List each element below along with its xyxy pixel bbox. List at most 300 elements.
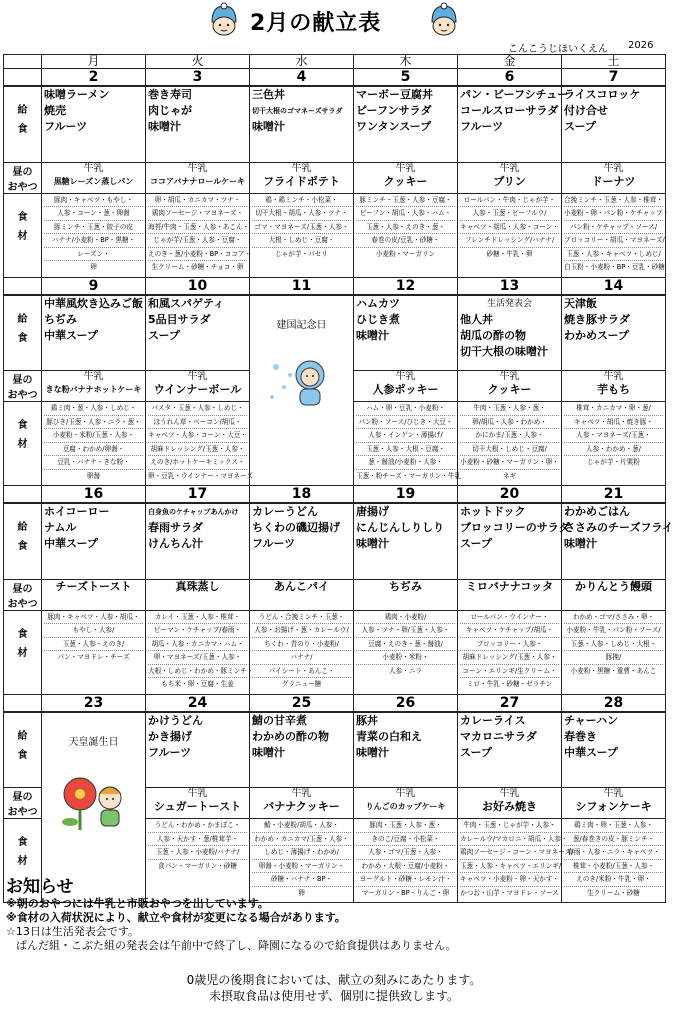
ingredient-line: 豚肉・キャベツ・人参・胡瓜・ <box>44 611 143 625</box>
menu-table <box>3 54 673 903</box>
snack-cell <box>42 162 146 193</box>
ingredient-line: 砂糖・バナナ・BP・ <box>252 873 351 887</box>
label-char: おやつ <box>7 181 38 193</box>
ingredient-line: 鶏肉・小麦粉/ <box>356 611 455 625</box>
milk-label: 牛乳 <box>83 162 104 174</box>
snack-cell <box>250 788 354 819</box>
lunch-dish: ブロッコリーのサラダ <box>460 521 570 534</box>
label-char: おやつ <box>7 807 38 818</box>
ingredients-label <box>4 402 42 486</box>
label-char: 食 <box>17 628 28 640</box>
lunch-dish: わかめの酢の物 <box>252 729 329 743</box>
ingredient-line: ピーマン・ケチャップ/春雨・ <box>148 624 247 638</box>
ingredient-line: じゃが芋・パセリ <box>275 249 328 258</box>
date-cell: 12 <box>354 277 458 295</box>
ingredient-line: えのき/米粉・牛乳・卵・ <box>564 873 663 887</box>
date-cell: 28 <box>562 694 666 712</box>
snack-item: ドーナツ <box>591 174 636 188</box>
label-char: 昼の <box>12 166 33 178</box>
label-char: おやつ <box>7 390 38 401</box>
date-cell: 10 <box>146 277 250 295</box>
lunch-cell <box>42 503 146 579</box>
ingredient-line: じゃが芋/玉葱・人参・豆腐・ <box>148 234 247 248</box>
snow-child-illustration <box>262 347 342 417</box>
milk-label: 牛乳 <box>83 371 104 382</box>
ingredients-label <box>4 610 42 694</box>
label-char: 昼の <box>12 375 33 386</box>
ingredient-line: 人参・コーン・葱・卵醤 <box>44 207 143 221</box>
ingredient-line: 葱/春巻きの皮・豚ミンチ・ <box>564 833 663 847</box>
ingredient-line: うどん・わかめ・かまぼこ・ <box>148 819 247 833</box>
lunch-dish: 中華風炊き込みご飯 <box>44 296 143 310</box>
ingredient-line: 卵/胡瓜・人参・わかめ・ <box>460 416 559 430</box>
snack-item: クッキー <box>487 383 532 396</box>
lunch-label <box>4 295 42 371</box>
date-cell: 19 <box>354 486 458 504</box>
ingredient-line: 春巻の皮/豆乳・砂糖・ <box>356 234 455 248</box>
snack-item: 芋もち <box>597 383 630 396</box>
lunch-dish: スープ <box>460 537 492 550</box>
ingredients-cell <box>146 402 253 486</box>
date-cell: 16 <box>42 486 146 504</box>
lunch-dish: ささみのチーズフライ <box>564 521 673 534</box>
snack-item: 黒糖レーズン蒸しパン <box>53 176 134 186</box>
date-cell: 18 <box>250 486 354 504</box>
lunch-dish: わかめごはん <box>564 505 630 518</box>
snack-cell <box>354 371 458 402</box>
snack-cell <box>146 162 250 193</box>
milk-label: 牛乳 <box>187 162 208 174</box>
ingredient-line: 小麦粉・黒糖・重曹・あんこ <box>570 666 657 675</box>
milk-label: 牛乳 <box>395 371 416 382</box>
ingredient-line: 海苔/牛肉・玉葱・人参・あこん・ <box>148 221 247 235</box>
lunch-dish: 中華スープ <box>564 745 618 759</box>
ingredient-line: 人参・インゲン・薄揚げ/ <box>356 429 455 443</box>
snack-item: かりんとう饅頭 <box>575 579 652 593</box>
ingredient-line: ブロッコリー・胡瓜・マヨネーズ/ <box>564 234 663 248</box>
event-note: 生活発表会 <box>486 298 532 309</box>
ingredients-cell <box>562 610 666 694</box>
lunch-dish: マーボー豆腐丼 <box>356 88 433 101</box>
label-char: 給 <box>17 105 28 116</box>
ingredient-line: 玉葱・粉チーズ・マーガリン・牛乳 <box>356 471 462 480</box>
label-char: 昼の <box>12 583 33 595</box>
ingredient-line: しめじ・薄揚げ・わかめ/ <box>252 846 351 860</box>
ingredient-line: 小麦粉・砂糖・マーガリン・卵・ <box>460 456 559 470</box>
snack-item: りんごのカップケーキ <box>365 802 446 811</box>
lunch-cell <box>250 86 354 162</box>
year: 2026 <box>628 40 654 51</box>
ingredient-line: かにかま/玉葱・人参・ <box>460 429 559 443</box>
ingredient-line: 砂糖・牛乳・卵 <box>486 249 533 258</box>
lunch-dish: フルーツ <box>148 745 192 759</box>
ingredient-line: ゴマ・マヨネーズ/玉葱・人参・ <box>252 221 351 235</box>
date-cell: 26 <box>354 694 458 712</box>
ingredient-line: 玉葱・人参・キャベツ・しめじ/ <box>564 248 663 262</box>
snack-item: 真珠蒸し <box>175 579 220 593</box>
milk-label: 牛乳 <box>395 788 416 799</box>
lunch-dish: 白身魚のケチャップあんかけ <box>148 508 239 516</box>
label-char: 材 <box>17 647 28 659</box>
weekday-header: 金 <box>458 55 562 69</box>
snack-cell <box>146 579 250 610</box>
ingredients-cell <box>250 193 354 277</box>
ingredient-line: 人参・ツナ・卵/玉葱・人参・ <box>356 624 455 638</box>
lunch-dish: ひじき煮 <box>356 312 400 326</box>
lunch-dish: フルーツ <box>460 120 504 133</box>
date-cell: 27 <box>458 694 562 712</box>
lunch-dish: けんちん汁 <box>148 537 203 550</box>
date-cell: 6 <box>458 69 562 87</box>
ingredient-line: 玉葱・人参・キャベツ・エリンギ/ <box>460 860 559 874</box>
ingredient-line: 生クリーム・砂糖・チョコ・卵 <box>151 263 244 272</box>
lunch-dish: ホットドック <box>460 505 526 518</box>
lunch-dish: 天津飯 <box>564 296 597 310</box>
ingredient-line: マーガリン・BP・りんご・卵 <box>361 888 450 897</box>
ingredient-line: 豆腐・わかめ/卵醤・ <box>44 443 143 457</box>
notice-line: ぱんだ組・こぶた組の発表会は午前中で終了し、降園になるので給食提供はありません。 <box>16 939 457 952</box>
ingredient-line: レーズン・ <box>44 248 143 262</box>
snack-cell <box>354 162 458 193</box>
ingredient-line: 豚挽/ <box>564 651 663 665</box>
lunch-dish: 味噌汁 <box>148 120 181 133</box>
snack-cell <box>458 371 562 402</box>
ingredient-line: 小麦粉・卵・パン粉・ケチャップ・ <box>564 207 663 221</box>
label-char: 給 <box>17 313 28 325</box>
ingredient-line: パスタ・玉葱・人参・しめじ・ <box>148 402 247 416</box>
ingredient-line: 椎茸・小麦粉/玉葱・人参・ <box>564 860 663 874</box>
label-char: 材 <box>17 230 28 242</box>
ingredient-line: 卵醤 <box>86 471 101 480</box>
notices <box>6 872 606 953</box>
snack-item: チーズトースト <box>55 579 132 593</box>
lunch-dish: カレーライス <box>460 713 526 727</box>
ingredient-line: 人参・わかめ・葱/ <box>564 443 663 457</box>
ingredients-cell <box>458 193 562 277</box>
ingredient-line: わかめ・大根・豆腐/小麦粉・ <box>356 860 455 874</box>
milk-label: 牛乳 <box>187 788 208 799</box>
ingredient-line: 鶏肉ソーセージ・コーン・マヨネーズ/ <box>460 846 559 860</box>
ingredients-cell <box>42 402 146 486</box>
date-cell: 24 <box>146 694 250 712</box>
snow-child-icon <box>424 2 464 38</box>
milk-label: 牛乳 <box>291 162 312 174</box>
corner-cell <box>4 277 42 295</box>
notices-title: お知らせ <box>6 877 74 897</box>
ingredient-line: 卵・豆乳・ウインナー・マヨネーズ <box>148 471 253 480</box>
ingredient-line: 人参・マヨネーズ/玉葱・ <box>564 429 663 443</box>
lunch-cell <box>562 712 666 788</box>
lunch-cell <box>146 295 250 371</box>
lunch-dish: 中華スープ <box>44 537 98 550</box>
lunch-cell <box>42 86 146 162</box>
ingredient-line: 切干大根・しめじ・豆腐/ <box>460 443 559 457</box>
lunch-cell <box>562 503 673 579</box>
ingredient-line: 玉葱・人参・大根・豆腐・ <box>356 443 455 457</box>
ingredients-cell <box>146 193 250 277</box>
lunch-dish: かき揚げ <box>148 729 192 743</box>
label-char: 給 <box>17 522 28 533</box>
ingredient-line: 小麦粉・米粉・ <box>356 651 455 665</box>
ingredient-line: キャベツ・小麦粉・卵・天かす・ <box>460 873 559 887</box>
holiday-cell <box>250 295 354 486</box>
lunch-label <box>4 503 42 579</box>
milk-label: 牛乳 <box>499 162 520 174</box>
ingredient-line: パイシート・あんこ・ <box>252 665 351 679</box>
ingredient-line: 生クリーム・砂糖 <box>587 888 640 897</box>
label-char: 食 <box>17 420 28 431</box>
ingredient-line: うどん・合挽ミンチ・玉葱・ <box>252 611 351 625</box>
lunch-dish: ナムル <box>44 521 77 534</box>
lunch-dish: パン・ビーフシチュー <box>460 88 569 101</box>
lunch-dish: ホイコーロー <box>44 505 110 518</box>
ingredient-line: 胡麻ドレッシング/玉葱・人参・ <box>148 443 247 457</box>
lunch-dish: ワンタンスープ <box>356 120 432 133</box>
snack-item: シフォンケーキ <box>575 800 652 813</box>
lunch-dish: 胡瓜の酢の物 <box>460 328 526 342</box>
label-char: 食 <box>17 332 28 344</box>
lunch-cell <box>458 712 562 788</box>
snack-item: フライドポテト <box>263 174 340 188</box>
date-cell: 25 <box>250 694 354 712</box>
lunch-dish: 青菜の白和え <box>356 729 422 743</box>
ingredient-line: ロールパン・ウインナー・ <box>460 611 559 625</box>
ingredient-line: コーン・エリンギ/生クリーム・ <box>460 665 559 679</box>
lunch-cell <box>354 503 458 579</box>
ingredient-line: カレールウ/マカロニ・胡瓜・人参・ <box>460 833 559 847</box>
ingredient-line: 大根・しめじ・わかめ・豚ミンチ・ <box>148 665 247 679</box>
ingredient-line: 豆腐・えのき・葱・醤油/ <box>356 638 455 652</box>
lunch-label <box>4 86 42 162</box>
snack-cell <box>562 579 666 610</box>
lunch-cell <box>42 295 146 371</box>
ingredient-line: 鶏ミ肉・卵・玉葱・人参・ <box>564 819 663 833</box>
snack-item: ミロバナナコッタ <box>465 579 554 593</box>
ingredient-line: 白玉粉・小麦粉・BP・豆乳・砂糖 <box>564 263 665 272</box>
snack-cell <box>42 371 146 402</box>
milk-label: 牛乳 <box>499 371 520 382</box>
label-char: 食 <box>17 211 28 223</box>
ingredient-line: キャベツ・胡瓜・焼き豚・ <box>564 416 663 430</box>
ingredient-line: 鶏ミ肉・葱・人参・しめじ・ <box>44 402 143 416</box>
ingredients-cell <box>562 193 670 277</box>
ingredients-cell <box>146 610 254 694</box>
snow-child-icon <box>204 2 244 38</box>
snack-cell <box>146 371 250 402</box>
lunch-dish: コールスローサラダ <box>460 104 559 117</box>
ingredient-line: 卵 <box>90 263 97 272</box>
snack-item: クッキー <box>383 174 428 188</box>
lunch-label <box>4 712 42 788</box>
ingredient-line: ロールパン・牛肉・じゃが芋・ <box>460 194 559 208</box>
date-cell: 17 <box>146 486 250 504</box>
ingredients-cell <box>458 610 562 694</box>
ingredient-line: 小麦粉・牛乳・パン粉・ソース/ <box>564 624 663 638</box>
notice-line: ☆13日は生活発表会です。 <box>6 925 139 938</box>
milk-label: 牛乳 <box>499 788 520 799</box>
lunch-cell <box>146 712 250 788</box>
lunch-dish: ちぢみ <box>44 312 77 326</box>
ingredient-line: 鶏・鶏ミンチ・小松菜・ <box>252 194 351 208</box>
lunch-dish: 豚丼 <box>356 713 378 727</box>
lunch-dish: 鯖の甘辛煮 <box>252 713 307 727</box>
snack-cell <box>458 162 562 193</box>
ingredient-line: 人参・玉葱・ビーフルウ/ <box>460 207 559 221</box>
ingredient-line: ほうれん草・ベーコン/胡瓜・ <box>148 416 247 430</box>
weekday-header: 火 <box>146 55 250 69</box>
ingredient-line: 玉葱・人参・しめじ・大根・ <box>564 638 663 652</box>
weekday-header: 水 <box>250 55 354 69</box>
ingredients-cell <box>354 402 462 486</box>
lunch-dish: 和風スパゲティ <box>148 296 225 310</box>
lunch-cell <box>458 503 570 579</box>
ingredient-line: バナナ/ <box>252 651 351 665</box>
ingredient-line: 鶏肉ソーセージ・マヨネーズ・ <box>148 207 247 221</box>
ingredient-line: 大根・しめじ・豆腐・ <box>252 234 351 248</box>
ingredient-line: ハム・卵・豆乳・小麦粉・ <box>356 402 455 416</box>
ingredient-line: 胡瓜・人参・カニカマ・ハム・ <box>148 638 247 652</box>
snack-label <box>4 788 42 819</box>
ingredient-line: グラニュー糖 <box>281 680 322 689</box>
lunch-dish: 味噌汁 <box>252 745 285 759</box>
ingredient-line: わかめ・ゴマ/ささみ・卵・ <box>564 611 663 625</box>
weekday-header: 土 <box>562 55 666 69</box>
ingredients-cell <box>562 402 666 486</box>
snack-item: シュガートースト <box>153 800 242 813</box>
lunch-dish: スープ <box>148 328 180 342</box>
ingredient-line: 胡麻ドレッシング/玉葱・人参・ <box>460 651 559 665</box>
snack-cell <box>250 579 354 610</box>
ingredient-line: 卵醤・小麦粉・マーガリン・ <box>252 860 351 874</box>
corner-cell <box>4 486 42 504</box>
ingredient-line: 豚ひき/玉葱・人参・ニラ・葱・ <box>44 416 143 430</box>
date-cell: 20 <box>458 486 562 504</box>
holiday-label: 建国記念日 <box>276 319 327 331</box>
lunch-dish: 春雨サラダ <box>148 521 203 534</box>
corner-cell <box>4 55 42 69</box>
ingredient-line: パン・マヨドレ・チーズ <box>57 653 130 662</box>
ingredient-line: 豚肉・キャベツ・もやし・ <box>44 194 143 208</box>
ingredients-cell <box>354 610 458 694</box>
ingredient-line: 椎茸・カニカマ・卵・葱/ <box>564 402 663 416</box>
footer-line: 0歳児の後期食においては、献立の刻みにあたります。 <box>186 973 482 987</box>
snack-cell <box>562 788 666 819</box>
lunch-dish: 切干大根のゴマネーズサラダ <box>252 107 343 115</box>
lunch-dish: 中華スープ <box>44 328 98 342</box>
ingredient-line: バナナ/小麦粉・BP・黒糖・ <box>44 234 143 248</box>
ingredient-line: 玉葱・人参・えのき・葱・ <box>356 221 455 235</box>
weekday-header: 月 <box>42 55 146 69</box>
ingredient-line: フレンチドレッシング/バナナ/ <box>460 234 559 248</box>
milk-label: 牛乳 <box>395 162 416 174</box>
lunch-cell <box>562 86 666 162</box>
lunch-dish: かけうどん <box>148 713 203 727</box>
lunch-dish: 味噌汁 <box>356 537 389 550</box>
date-cell: 2 <box>42 69 146 87</box>
ingredient-line: 豚ミンチ・玉葱・人参・豆腐・ <box>356 194 455 208</box>
snack-item: バナナクッキー <box>263 800 340 813</box>
snack-cell <box>562 371 666 402</box>
ingredient-line: 牛肉・玉葱・人参・葱・ <box>460 402 559 416</box>
lunch-dish: 春巻き <box>564 729 597 743</box>
corner-cell <box>4 69 42 87</box>
lunch-dish: カレーうどん <box>252 505 318 518</box>
date-cell: 5 <box>354 69 458 87</box>
snack-cell <box>354 579 458 610</box>
ingredient-line: ちくわ・青のり・小麦粉/ <box>252 638 351 652</box>
ingredient-line: 豚ミンチ・玉葱・餃子の皮 <box>44 221 143 235</box>
lunch-dish: ピーフンサラダ <box>356 104 432 117</box>
ingredient-line: もやし・人参/ <box>44 624 143 638</box>
label-char: 材 <box>17 856 28 867</box>
label-char: 材 <box>17 439 28 450</box>
footer-line: 未摂取食品は使用せず、個別に提供致します。 <box>208 989 460 1003</box>
snack-item: お好み焼き <box>482 800 537 813</box>
ingredient-line: 小麦粉・米粉/玉葱・人参・ <box>44 429 143 443</box>
snack-cell <box>562 162 666 193</box>
ingredient-line: カレイ・玉葱・人参・椎茸・ <box>148 611 247 625</box>
weekday-header: 木 <box>354 55 458 69</box>
lunch-cell <box>146 503 250 579</box>
ingredients-cell <box>250 610 354 694</box>
lunch-dish: 5品目サラダ <box>148 312 211 326</box>
lunch-dish: スープ <box>564 120 596 133</box>
ingredient-line: 卵 <box>298 888 305 897</box>
lunch-dish: 味噌汁 <box>252 120 285 133</box>
lunch-dish: にんじんしりしり <box>356 521 444 534</box>
page-title: 2月の献立表 <box>250 11 382 36</box>
ingredient-line: 牛肉・玉葱・じゃが芋・人参・ <box>460 819 559 833</box>
lunch-dish: 味噌汁 <box>356 328 389 342</box>
notice-line: ※食材の入荷状況により、献立や食材が変更になる場合があります。 <box>6 911 346 924</box>
lunch-cell <box>458 295 562 371</box>
lunch-dish: ライスコロッケ <box>564 88 641 101</box>
ingredients-cell <box>42 610 146 694</box>
snack-label <box>4 162 42 193</box>
snack-cell <box>146 788 250 819</box>
snack-label <box>4 579 42 610</box>
lunch-dish: 切干大根の味噌汁 <box>460 344 548 358</box>
lunch-dish: 他人丼 <box>460 312 493 326</box>
ingredient-line: もち米・卵・豆腐・生姜 <box>161 680 234 689</box>
ingredient-line: 豆乳・バナナ・きな粉・ <box>44 456 143 470</box>
date-cell: 21 <box>562 486 666 504</box>
lunch-dish: 巻き寿司 <box>148 88 192 101</box>
ingredient-line: キャベツ・ケチャップ/胡瓜・ <box>460 624 559 638</box>
lunch-cell <box>458 86 569 162</box>
ingredient-line: かつお・山芋・マヨドレ・ソース <box>460 888 559 897</box>
milk-label: 牛乳 <box>603 371 624 382</box>
ingredient-line: 合挽ミンチ・玉葱・人参・椎茸・ <box>564 194 663 208</box>
label-char: 食 <box>17 124 28 135</box>
snack-item: ココアバナナロールケーキ <box>149 176 246 186</box>
milk-label: 牛乳 <box>603 162 624 174</box>
snack-cell <box>458 788 562 819</box>
ingredient-line: じゃが芋・片栗粉 <box>587 458 640 467</box>
lunch-dish: チャーハン <box>564 713 619 727</box>
ingredients-label <box>4 193 42 277</box>
label-char: 昼の <box>12 792 33 803</box>
ingredient-line: わかめ・カニカマ/玉葱・人参・ <box>252 833 351 847</box>
snack-cell <box>42 579 146 610</box>
snack-item: ウインナーボール <box>153 383 242 396</box>
lunch-dish: フルーツ <box>44 120 88 133</box>
ingredient-line: 卵・マヨネーズ/玉葱・人参・ <box>148 651 247 665</box>
ingredient-line: きのこ/豆腐・小松菜・ <box>356 833 455 847</box>
label-char: 食 <box>17 837 28 848</box>
snack-cell <box>250 162 354 193</box>
lunch-dish: 肉じゃが <box>148 104 192 117</box>
